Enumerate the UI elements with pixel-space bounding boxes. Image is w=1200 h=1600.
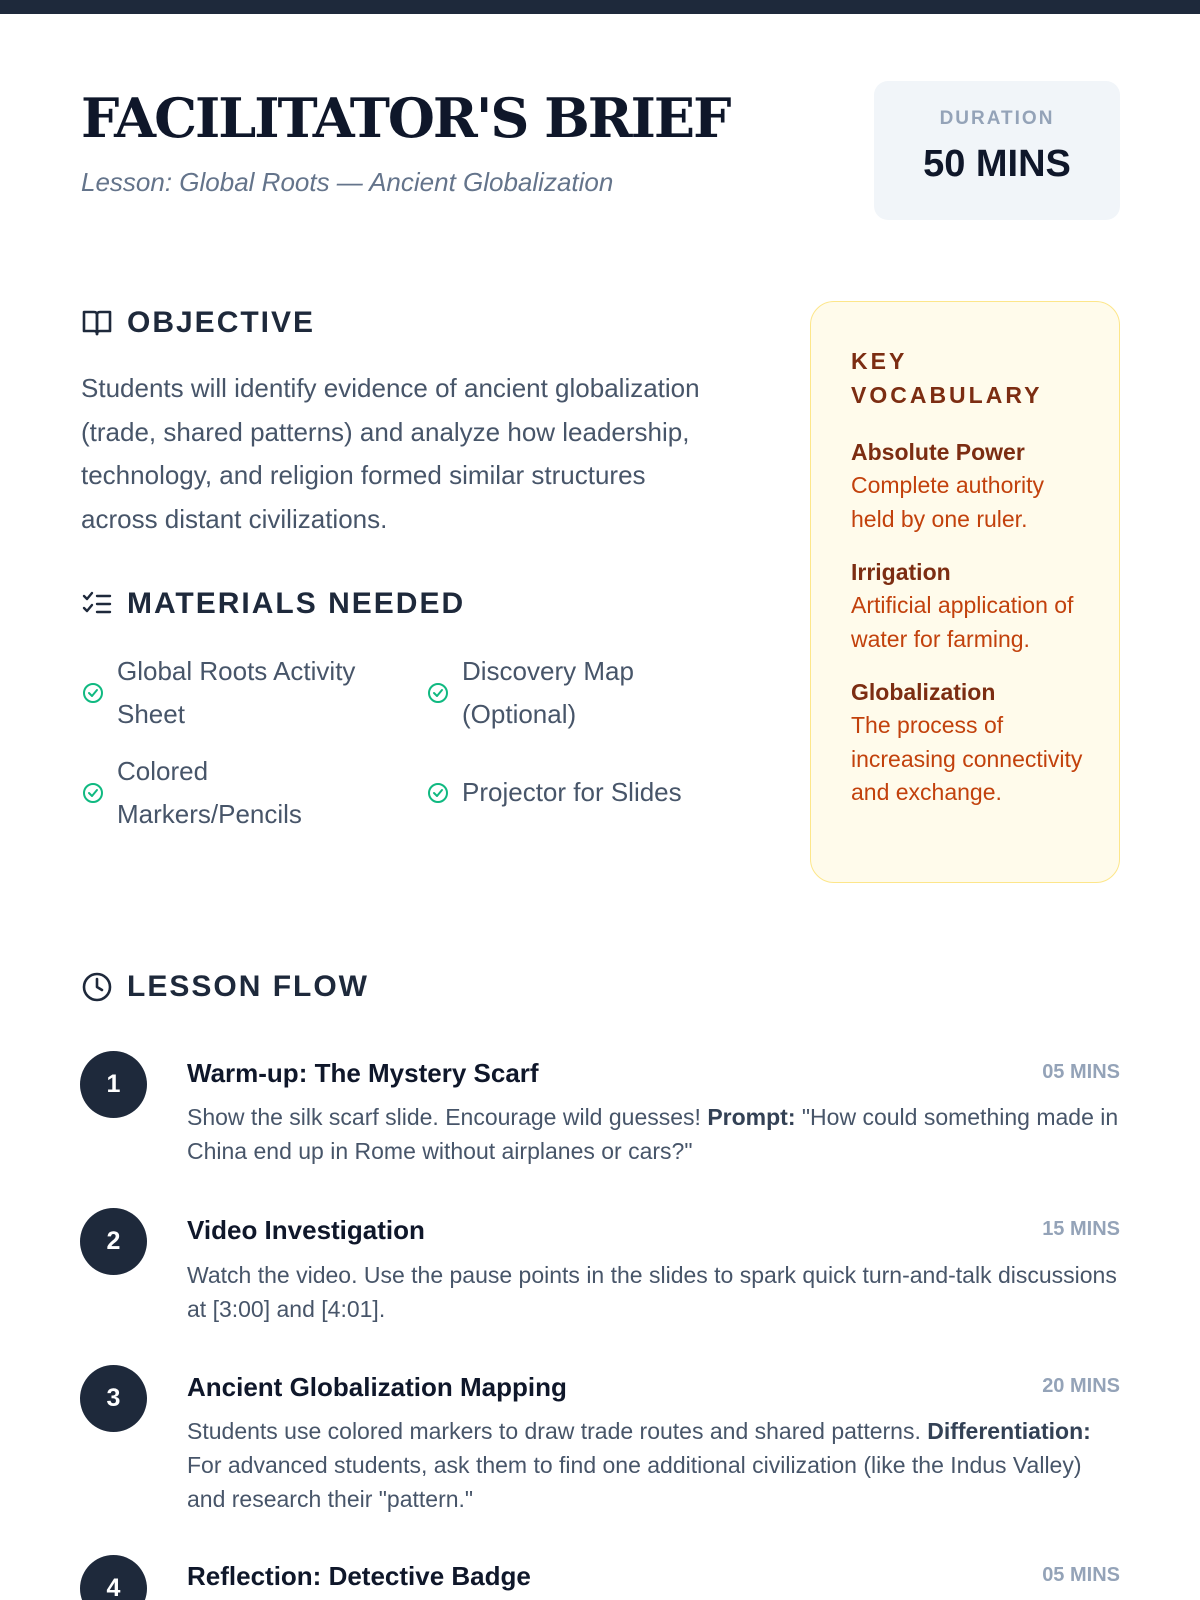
material-item xyxy=(426,650,726,736)
lesson-flow-heading xyxy=(81,967,369,1007)
step-text: "How could something made in China end up in Rome without airplanes or cars?" xyxy=(187,1104,1119,1164)
material-item xyxy=(426,771,726,814)
objective-text: Students will identify evidence of ancient globalization (trade, shared patterns) and analyze how leadership, technology, and religion formed similar structures across distant civilizations. xyxy=(81,373,700,534)
vocab-term: Irrigation xyxy=(851,559,951,585)
step-differentiation-label: Differentiation: xyxy=(927,1418,1091,1444)
material-item xyxy=(81,650,381,736)
check-circle-icon xyxy=(426,781,450,805)
step-text: Students use colored markers to draw trade routes and shared patterns. xyxy=(187,1418,928,1444)
material-item xyxy=(81,750,381,836)
open-book-icon xyxy=(81,307,113,339)
material-label: Discovery Map (Optional) xyxy=(462,656,634,729)
step-number-badge: 2 xyxy=(80,1208,147,1275)
step-description xyxy=(187,1258,1122,1326)
materials-list xyxy=(81,648,721,838)
duration-label: DURATION xyxy=(939,108,1055,129)
step-title: Ancient Globalization Mapping xyxy=(187,1372,567,1402)
materials-heading xyxy=(81,584,465,624)
duration-value: 50 MINS xyxy=(923,143,1071,185)
step-title: Reflection: Detective Badge xyxy=(187,1561,531,1591)
duration-card xyxy=(874,81,1120,220)
step-description xyxy=(187,1100,1122,1168)
vocab-definition: The process of increasing connectivity and exchange. xyxy=(851,712,1083,805)
step-duration: 15 MINS xyxy=(1042,1218,1120,1240)
lesson-flow-heading-label: LESSON FLOW xyxy=(127,970,369,1003)
vocab-definition: Complete authority held by one ruler. xyxy=(851,472,1045,532)
check-circle-icon xyxy=(426,681,450,705)
step-number-badge: 1 xyxy=(80,1051,147,1118)
top-accent-bar xyxy=(0,0,1200,14)
vocab-term: Globalization xyxy=(851,679,996,705)
key-vocabulary-card xyxy=(810,301,1120,883)
step-text: Show the silk scarf slide. Encourage wild guesses! xyxy=(187,1104,708,1130)
check-circle-icon xyxy=(81,781,105,805)
check-circle-icon xyxy=(81,681,105,705)
objective-heading xyxy=(81,303,315,343)
step-description xyxy=(187,1414,1122,1516)
materials-heading-label: MATERIALS NEEDED xyxy=(127,587,466,620)
step-number-badge: 4 xyxy=(80,1555,147,1600)
material-label: Global Roots Activity Sheet xyxy=(117,656,356,729)
lesson-subtitle: Lesson: Global Roots — Ancient Globalization xyxy=(81,167,614,197)
vocab-definition: Artificial application of water for farming. xyxy=(851,592,1074,652)
step-prompt-label: Prompt: xyxy=(707,1104,796,1130)
objective-heading-label: OBJECTIVE xyxy=(127,306,316,339)
material-label: Projector for Slides xyxy=(462,777,682,807)
vocabulary-heading: KEY VOCABULARY xyxy=(851,348,1043,408)
material-label: Colored Markers/Pencils xyxy=(117,756,302,829)
checklist-icon xyxy=(81,588,113,620)
step-title: Warm-up: The Mystery Scarf xyxy=(187,1058,539,1088)
clock-icon xyxy=(81,971,113,1003)
step-text: For advanced students, ask them to find one additional civilization (like the Indus Valley) and research their "pattern." xyxy=(187,1452,1082,1512)
step-title: Video Investigation xyxy=(187,1215,425,1245)
step-duration: 05 MINS xyxy=(1042,1061,1120,1083)
step-duration: 20 MINS xyxy=(1042,1375,1120,1397)
step-duration: 05 MINS xyxy=(1042,1564,1120,1586)
page-title: FACILITATOR'S BRIEF xyxy=(81,86,730,150)
vocab-term: Absolute Power xyxy=(851,439,1025,465)
step-text: Watch the video. Use the pause points in the slides to spark quick turn-and-talk discussions at [3:00] and [4:01]. xyxy=(187,1262,1117,1322)
step-number-badge: 3 xyxy=(80,1365,147,1432)
